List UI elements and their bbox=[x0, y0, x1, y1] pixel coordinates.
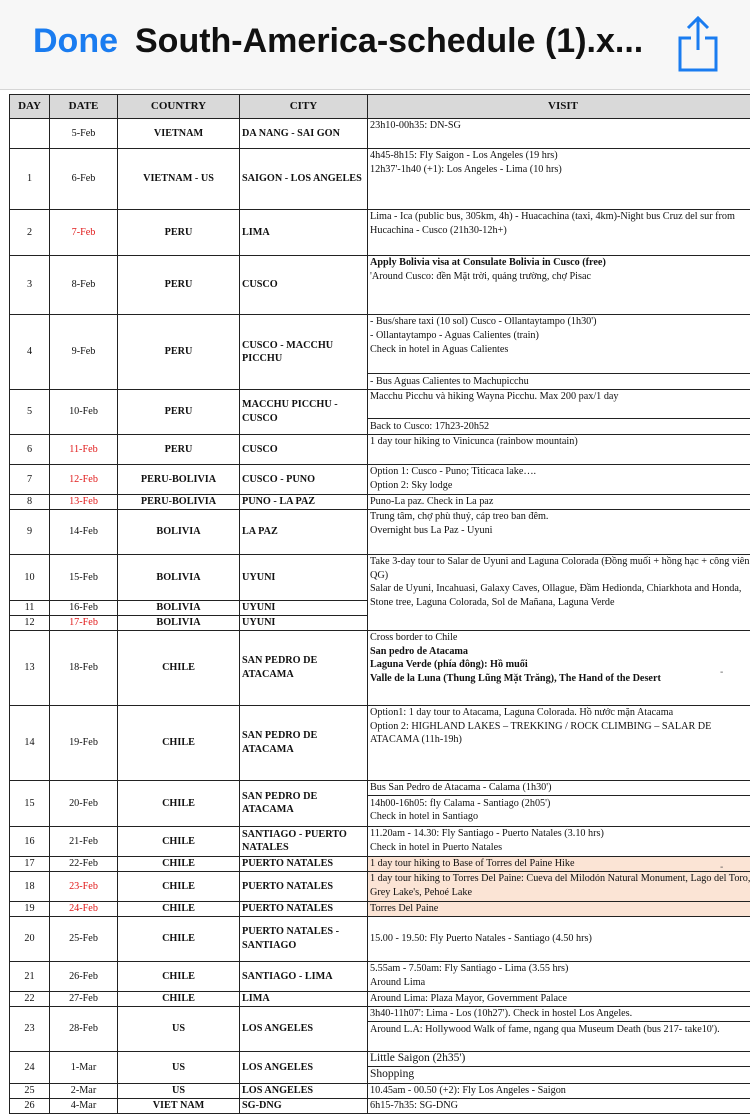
visit-line: Salar de Uyuni, Incahuasi, Galaxy Caves, Ollague, Đầm Hedionda, Chiarkhota and Honda, Stone tree, Laguna Colorada, Sol de Mañana, Laguna Verde bbox=[370, 583, 742, 609]
table-row bbox=[10, 1006, 750, 1051]
city-cell: UYUNI bbox=[240, 615, 368, 630]
day-cell: 14 bbox=[10, 705, 50, 780]
date-cell: 13-Feb bbox=[50, 494, 118, 509]
date-cell: 1-Mar bbox=[50, 1051, 118, 1083]
country-cell: BOLIVIA bbox=[118, 509, 240, 554]
visit-line: Option1: 1 day tour to Atacama, Laguna Colorada. Hồ nước mặn Atacama bbox=[370, 706, 674, 718]
day-cell: 2 bbox=[10, 210, 50, 256]
city-cell: UYUNI bbox=[240, 600, 368, 615]
visit-line: Check in hotel in Santiago bbox=[370, 811, 479, 823]
date-cell: 14-Feb bbox=[50, 509, 118, 554]
visit-line: 14h00-16h05: fly Calama - Santiago (2h05') bbox=[368, 795, 750, 811]
date-cell: 12-Feb bbox=[50, 464, 118, 494]
visit-cell bbox=[368, 256, 750, 315]
table-row bbox=[10, 210, 750, 256]
date-cell: 6-Feb bbox=[50, 149, 118, 210]
visit-line: Take 3-day tour to Salar de Uyuni and Laguna Colorada (Đồng muối + hồng hạc + công viên QG) bbox=[370, 555, 750, 581]
city-cell: PUERTO NATALES - SANTIAGO bbox=[240, 916, 368, 961]
city-cell: CUSCO - PUNO bbox=[240, 464, 368, 494]
table-row bbox=[10, 961, 750, 991]
visit-line: 1 day tour hiking to Base of Torres del Paine Hike bbox=[370, 857, 575, 869]
table-row bbox=[10, 705, 750, 780]
header-day: DAY bbox=[10, 95, 50, 119]
header-date: DATE bbox=[50, 95, 118, 119]
table-row bbox=[10, 390, 750, 435]
day-cell: 4 bbox=[10, 315, 50, 390]
visit-line: 1 day tour hiking to Torres Del Paine: Cueva del Milodón Natural Monument, Lago del Toro, Grey Lake's, Pehoé Lake bbox=[370, 872, 750, 898]
schedule-table bbox=[9, 94, 750, 1114]
visit-line: - Bus/share taxi (10 sol) Cusco - Ollantaytampo (1h30') bbox=[370, 316, 597, 327]
visit-cell bbox=[368, 509, 750, 554]
visit-line: Around L.A: Hollywood Walk of fame, ngang qua Museum Death (bus 217- take10'). bbox=[368, 1021, 750, 1037]
visit-line: Valle de la Luna (Thung Lũng Mặt Trăng), The Hand of the Desert bbox=[370, 673, 661, 685]
table-row bbox=[10, 871, 750, 901]
file-title: South-America-schedule (1).x... bbox=[135, 22, 644, 60]
visit-line: 10.45am - 00.50 (+2): Fly Los Angeles - Saigon bbox=[370, 1084, 566, 1096]
day-cell: 26 bbox=[10, 1098, 50, 1113]
day-cell: 6 bbox=[10, 434, 50, 464]
visit-cell bbox=[368, 554, 750, 630]
day-cell: 1 bbox=[10, 149, 50, 210]
visit-cell bbox=[368, 901, 750, 916]
day-cell: 18 bbox=[10, 871, 50, 901]
city-cell: CUSCO bbox=[240, 434, 368, 464]
date-cell: 2-Mar bbox=[50, 1083, 118, 1098]
country-cell: CHILE bbox=[118, 901, 240, 916]
visit-cell bbox=[368, 871, 750, 901]
visit-line: Bus San Pedro de Atacama - Calama (1h30') bbox=[370, 781, 552, 793]
date-cell: 18-Feb bbox=[50, 630, 118, 705]
date-cell: 10-Feb bbox=[50, 390, 118, 435]
city-cell: PUERTO NATALES bbox=[240, 871, 368, 901]
day-cell: 5 bbox=[10, 390, 50, 435]
country-cell: CHILE bbox=[118, 630, 240, 705]
day-cell: 24 bbox=[10, 1051, 50, 1083]
schedule-sheet bbox=[9, 94, 750, 1114]
table-row bbox=[10, 315, 750, 390]
date-cell: 26-Feb bbox=[50, 961, 118, 991]
visit-line: Apply Bolivia visa at Consulate Bolivia in Cusco (free) bbox=[370, 257, 606, 268]
visit-cell bbox=[368, 1098, 750, 1113]
visit-line: 4h45-8h15: Fly Saigon - Los Angeles (19 hrs) bbox=[370, 150, 558, 161]
date-cell: 8-Feb bbox=[50, 256, 118, 315]
country-cell: BOLIVIA bbox=[118, 554, 240, 600]
share-icon[interactable] bbox=[676, 14, 720, 72]
visit-cell bbox=[368, 464, 750, 494]
visit-line: 5.55am - 7.50am: Fly Santiago - Lima (3.55 hrs) bbox=[370, 962, 569, 974]
date-cell: 11-Feb bbox=[50, 434, 118, 464]
country-cell: CHILE bbox=[118, 916, 240, 961]
day-cell: 7 bbox=[10, 464, 50, 494]
date-cell: 9-Feb bbox=[50, 315, 118, 390]
table-row bbox=[10, 509, 750, 554]
date-cell: 21-Feb bbox=[50, 826, 118, 856]
visit-cell bbox=[368, 856, 750, 871]
visit-line: Back to Cusco: 17h23-20h52 bbox=[368, 418, 750, 434]
date-cell: 24-Feb bbox=[50, 901, 118, 916]
visit-line: Lima - Ica (public bus, 305km, 4h) - Huacachina (taxi, 4km)-Night bus Cruz del sur from Hucachina - Cusco (21h30-12h+) bbox=[370, 211, 735, 236]
table-row bbox=[10, 1051, 750, 1083]
city-cell: LOS ANGELES bbox=[240, 1006, 368, 1051]
table-row bbox=[10, 434, 750, 464]
visit-cell bbox=[368, 315, 750, 390]
date-cell: 23-Feb bbox=[50, 871, 118, 901]
city-cell: SANTIAGO - PUERTO NATALES bbox=[240, 826, 368, 856]
country-cell: PERU bbox=[118, 315, 240, 390]
city-cell: SANTIAGO - LIMA bbox=[240, 961, 368, 991]
table-row bbox=[10, 916, 750, 961]
table-row bbox=[10, 554, 750, 600]
table-row bbox=[10, 1083, 750, 1098]
day-cell: 19 bbox=[10, 901, 50, 916]
country-cell: CHILE bbox=[118, 871, 240, 901]
country-cell: PERU-BOLIVIA bbox=[118, 464, 240, 494]
city-cell: LIMA bbox=[240, 991, 368, 1006]
visit-line: 15.00 - 19.50: Fly Puerto Natales - Santiago (4.50 hrs) bbox=[370, 933, 592, 945]
visit-line: 12h37'-1h40 (+1): Los Angeles - Lima (10 hrs) bbox=[370, 163, 562, 175]
visit-line: Cross border to Chile bbox=[370, 631, 458, 643]
visit-cell bbox=[368, 210, 750, 256]
visit-line: 3h40-11h07': Lima - Los (10h27'). Check in hostel Los Angeles. bbox=[370, 1007, 633, 1019]
day-cell: 12 bbox=[10, 615, 50, 630]
visit-cell bbox=[368, 1051, 750, 1083]
visit-cell bbox=[368, 1083, 750, 1098]
country-cell: PERU-BOLIVIA bbox=[118, 494, 240, 509]
done-button[interactable]: Done bbox=[33, 22, 118, 60]
date-cell: 19-Feb bbox=[50, 705, 118, 780]
visit-line: Little Saigon (2h35') bbox=[370, 1051, 466, 1064]
city-cell: MACCHU PICCHU - CUSCO bbox=[240, 390, 368, 435]
date-cell: 28-Feb bbox=[50, 1006, 118, 1051]
city-cell: UYUNI bbox=[240, 554, 368, 600]
city-cell: SG-DNG bbox=[240, 1098, 368, 1113]
visit-cell bbox=[368, 991, 750, 1006]
visit-cell bbox=[368, 119, 750, 149]
country-cell: CHILE bbox=[118, 780, 240, 826]
day-cell: 16 bbox=[10, 826, 50, 856]
city-cell: LA PAZ bbox=[240, 509, 368, 554]
date-cell: 5-Feb bbox=[50, 119, 118, 149]
visit-line: Laguna Verde (phía đông): Hồ muối bbox=[370, 659, 528, 671]
visit-cell bbox=[368, 390, 750, 435]
date-cell: 15-Feb bbox=[50, 554, 118, 600]
visit-line: 11.20am - 14.30: Fly Santiago - Puerto Natales (3.10 hrs) bbox=[370, 827, 604, 839]
country-cell: PERU bbox=[118, 390, 240, 435]
day-cell: 10 bbox=[10, 554, 50, 600]
day-cell: 15 bbox=[10, 780, 50, 826]
visit-line: Puno-La paz. Check in La paz bbox=[370, 495, 494, 507]
visit-cell bbox=[368, 826, 750, 856]
visit-line: Option 1: Cusco - Puno; Titicaca lake…. bbox=[370, 465, 537, 477]
visit-line: 1 day tour hiking to Vinicunca (rainbow mountain) bbox=[370, 435, 578, 447]
day-cell: 22 bbox=[10, 991, 50, 1006]
day-cell: 17 bbox=[10, 856, 50, 871]
table-row bbox=[10, 991, 750, 1006]
visit-line: Shopping bbox=[368, 1066, 750, 1082]
visit-line: 23h10-00h35: DN-SG bbox=[370, 120, 461, 131]
day-cell: 25 bbox=[10, 1083, 50, 1098]
visit-line: 'Around Cusco: đền Mặt trời, quảng trường, chợ Pisac bbox=[370, 270, 592, 282]
country-cell: CHILE bbox=[118, 961, 240, 991]
visit-line: Macchu Picchu và hiking Wayna Picchu. Max 200 pax/1 day bbox=[370, 391, 619, 403]
day-cell: 13 bbox=[10, 630, 50, 705]
country-cell: VIETNAM - US bbox=[118, 149, 240, 210]
table-row bbox=[10, 494, 750, 509]
visit-line: - Ollantaytampo - Aguas Calientes (train) bbox=[370, 329, 539, 341]
country-cell: PERU bbox=[118, 210, 240, 256]
table-row bbox=[10, 856, 750, 871]
city-cell: LOS ANGELES bbox=[240, 1083, 368, 1098]
date-cell: 7-Feb bbox=[50, 210, 118, 256]
city-cell: SAIGON - LOS ANGELES bbox=[240, 149, 368, 210]
city-cell: LIMA bbox=[240, 210, 368, 256]
country-cell: CHILE bbox=[118, 856, 240, 871]
date-cell: 17-Feb bbox=[50, 615, 118, 630]
city-cell: PUNO - LA PAZ bbox=[240, 494, 368, 509]
visit-line: 6h15-7h35: SG-DNG bbox=[370, 1099, 459, 1111]
city-cell: CUSCO - MACCHU PICCHU bbox=[240, 315, 368, 390]
day-cell: 3 bbox=[10, 256, 50, 315]
date-cell: 16-Feb bbox=[50, 600, 118, 615]
day-cell: 8 bbox=[10, 494, 50, 509]
document-toolbar bbox=[0, 0, 750, 90]
sheet-edge-mark: - bbox=[720, 862, 724, 873]
table-row bbox=[10, 119, 750, 149]
country-cell: US bbox=[118, 1006, 240, 1051]
city-cell: LOS ANGELES bbox=[240, 1051, 368, 1083]
visit-cell bbox=[368, 630, 750, 705]
country-cell: VIET NAM bbox=[118, 1098, 240, 1113]
city-cell: SAN PEDRO DE ATACAMA bbox=[240, 780, 368, 826]
country-cell: CHILE bbox=[118, 705, 240, 780]
visit-cell bbox=[368, 961, 750, 991]
city-cell: PUERTO NATALES bbox=[240, 901, 368, 916]
table-row bbox=[10, 826, 750, 856]
country-cell: US bbox=[118, 1051, 240, 1083]
visit-line: Trung tâm, chợ phù thuỷ, cáp treo ban đêm. bbox=[370, 510, 549, 522]
visit-line: Around Lima bbox=[370, 976, 426, 988]
header-visit: VISIT bbox=[368, 95, 750, 119]
day-cell: 23 bbox=[10, 1006, 50, 1051]
table-row bbox=[10, 149, 750, 210]
visit-line: - Bus Aguas Calientes to Machupicchu bbox=[368, 373, 750, 389]
sheet-edge-mark: - bbox=[720, 667, 724, 678]
visit-cell bbox=[368, 1006, 750, 1051]
city-cell: SAN PEDRO DE ATACAMA bbox=[240, 630, 368, 705]
header-city: CITY bbox=[240, 95, 368, 119]
day-cell: 21 bbox=[10, 961, 50, 991]
day-cell bbox=[10, 119, 50, 149]
visit-line: Overnight bus La Paz - Uyuni bbox=[370, 524, 493, 536]
table-row bbox=[10, 1098, 750, 1113]
visit-cell bbox=[368, 780, 750, 826]
visit-cell bbox=[368, 494, 750, 509]
country-cell: US bbox=[118, 1083, 240, 1098]
table-row bbox=[10, 256, 750, 315]
table-row bbox=[10, 901, 750, 916]
country-cell: BOLIVIA bbox=[118, 615, 240, 630]
date-cell: 4-Mar bbox=[50, 1098, 118, 1113]
table-row bbox=[10, 630, 750, 705]
country-cell: CHILE bbox=[118, 826, 240, 856]
country-cell: PERU bbox=[118, 256, 240, 315]
visit-cell bbox=[368, 149, 750, 210]
visit-line: Option 2: Sky lodge bbox=[370, 479, 453, 491]
city-cell: PUERTO NATALES bbox=[240, 856, 368, 871]
country-cell: BOLIVIA bbox=[118, 600, 240, 615]
date-cell: 20-Feb bbox=[50, 780, 118, 826]
date-cell: 25-Feb bbox=[50, 916, 118, 961]
visit-cell bbox=[368, 434, 750, 464]
day-cell: 20 bbox=[10, 916, 50, 961]
table-row bbox=[10, 780, 750, 826]
city-cell: CUSCO bbox=[240, 256, 368, 315]
visit-line: San pedro de Atacama bbox=[370, 645, 469, 657]
city-cell: SAN PEDRO DE ATACAMA bbox=[240, 705, 368, 780]
country-cell: PERU bbox=[118, 434, 240, 464]
visit-cell bbox=[368, 705, 750, 780]
date-cell: 22-Feb bbox=[50, 856, 118, 871]
day-cell: 11 bbox=[10, 600, 50, 615]
date-cell: 27-Feb bbox=[50, 991, 118, 1006]
visit-line: Option 2: HIGHLAND LAKES – TREKKING / ROCK CLIMBING – SALAR DE ATACAMA (11h-19h) bbox=[370, 720, 712, 746]
city-cell: DA NANG - SAI GON bbox=[240, 119, 368, 149]
visit-cell bbox=[368, 916, 750, 961]
visit-line: Torres Del Paine bbox=[370, 902, 439, 914]
country-cell: VIETNAM bbox=[118, 119, 240, 149]
table-row bbox=[10, 464, 750, 494]
header-country: COUNTRY bbox=[118, 95, 240, 119]
visit-line: Around Lima: Plaza Mayor, Government Palace bbox=[370, 992, 568, 1004]
header-row bbox=[10, 95, 750, 119]
visit-line: Check in hotel in Puerto Natales bbox=[370, 841, 503, 853]
country-cell: CHILE bbox=[118, 991, 240, 1006]
day-cell: 9 bbox=[10, 509, 50, 554]
visit-line: Check in hotel in Aguas Calientes bbox=[370, 343, 509, 355]
